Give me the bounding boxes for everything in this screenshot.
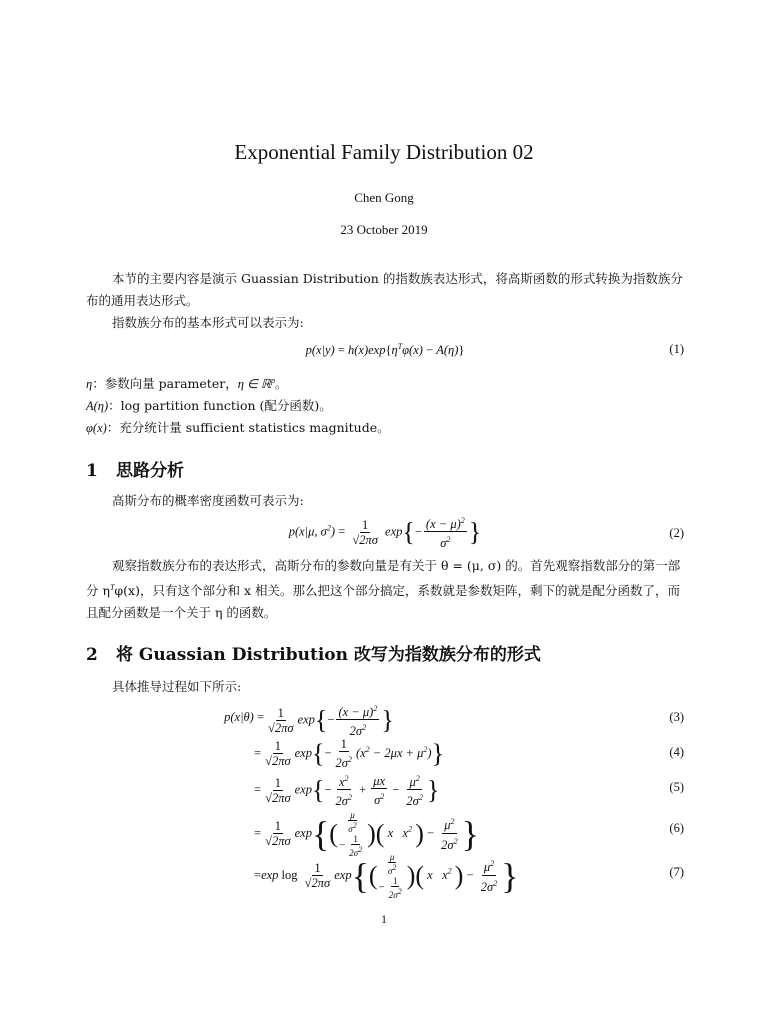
equation-4-tag: (4)	[669, 745, 684, 759]
equation-5-tag: (5)	[669, 780, 684, 794]
section-1-paragraph-1: 高斯分布的概率密度函数可表示为:	[112, 493, 304, 508]
equation-1-body: $p(x|y) = h(x)\exp\{\eta^T\varphi(x) - A(\eta)\}$	[305, 342, 465, 358]
equation-7: =exp log $\frac{1}{√2\pi\sigma}$ exp{( $\frac{\mu}{\sigma^2}$ − $\frac{1}{2\sigma^2}$ )( x $x^2$ ) − $\frac{\mu^2}{2\sigma^2}$ } (7)	[254, 852, 684, 900]
section-2-paragraph: 具体推导过程如下所示:	[112, 679, 242, 694]
definition-phi: φ(x)：充分统计量 sufficient statistics magnitude。	[86, 420, 390, 436]
definition-A: A(η)：log partition function (配分函数)。	[86, 398, 332, 414]
equation-2	[86, 514, 684, 554]
equation-1-tag: (1)	[669, 342, 684, 356]
page-number: 1	[381, 912, 387, 926]
intro-paragraph-2: 指数族分布的基本形式可以表示为:	[112, 315, 304, 330]
definition-eta: η：参数向量 parameter，η ∈ ℝ$^p$。	[86, 376, 288, 392]
equation-5: = $\frac{1}{√2\pi\sigma}$ exp{− $\frac{x^2}{2\sigma^2}$ + $\frac{\mu x}{\sigma^2}$ − $\frac{\mu^2}{2\sigma^2}$ } (5)	[254, 773, 684, 809]
equation-2-body: p(x|μ, $\sigma^2$) = $\frac{1}{√2\pi\sigma}$ exp{− $\frac{(x - \mu)^2}{\sigma^2}$ }	[288, 516, 482, 551]
equation-6: = $\frac{1}{√2\pi\sigma}$ exp{( $\frac{\mu}{\sigma^2}$ − $\frac{1}{2\sigma^2}$ )( x $x^2$ ) − $\frac{\mu^2}{2\sigma^2}$ } (6)	[254, 810, 684, 858]
section-1-paragraph-2: 观察指数族分布的表达形式，高斯分布的参数向量是有关于 θ = (μ, σ) 的。首先观察指数部分的第一部分 $\eta^T\varphi(x)$，只有这个部分和 x 相关。那么把这个部分搞定，系数就是参数矩阵，剩下的就是配分函数了，而且配分函数是一个关于 η 的函数。	[86, 558, 681, 621]
equation-2-tag: (2)	[669, 526, 684, 540]
paper-author: Chen Gong	[354, 190, 414, 205]
paper-date: 23 October 2019	[340, 222, 428, 237]
definition-list	[86, 370, 684, 439]
equation-3: p(x|θ) = $\frac{1}{√2\pi\sigma}$ exp{− $\frac{(x - \mu)^2}{2\sigma^2}$ } (3)	[224, 704, 684, 739]
equation-7-tag: (7)	[669, 865, 684, 879]
section-2-heading: 2 将 Guassian Distribution 改写为指数族分布的形式	[86, 645, 541, 665]
intro-paragraph: 本节的主要内容是演示 Guassian Distribution 的指数族表达形式，将高斯函数的形式转换为指数族分布的通用表达形式。	[86, 271, 683, 308]
equation-4: = $\frac{1}{√2\pi\sigma}$ exp{− $\frac{1}{2\sigma^2}$ $(x^2 - 2\mu x + \mu^2)$} (4)	[254, 737, 684, 771]
equation-1	[86, 342, 684, 364]
section-1-heading: 1 思路分析	[86, 461, 184, 481]
equation-6-tag: (6)	[669, 821, 684, 835]
equation-3-tag: (3)	[669, 710, 684, 724]
paper-title: Exponential Family Distribution 02	[234, 140, 534, 164]
